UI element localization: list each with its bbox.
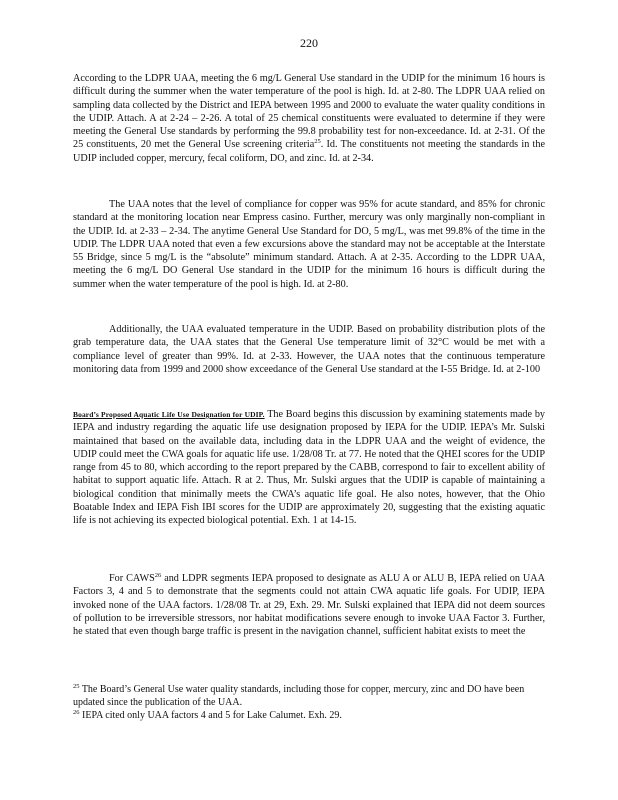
footnote-25-text: The Board’s General Use water quality standards, including those for copper, mercury, zinc and DO have been updated since the publication of the UAA.: [73, 684, 525, 708]
paragraph-2-text: The UAA notes that the level of compliance for copper was 95% for acute standard, and 85% for chronic standard at the monitoring location near Empress casino. Further, mercury was only marginally non-compliant in the UDIP. Id. at 2-33 – 2-34. The anytime General Use Standard for DO, 5 mg/L, was met 99.8% of the time in the UDIP. The LDPR UAA noted that even a few excursions above the standard may not be acceptable at the Interstate 55 Bridge, since 5 mg/L is the “absolute” minimum standard. Attach. A at 2-35. According to the LDPR UAA, meeting the 6 mg/L DO General Use standard in the UDIP for the minimum 16 hours is difficult during the summer when the water temperature of the pool is high. Id. at 2-80.: [73, 199, 545, 290]
footnote-ref-26: 26: [154, 572, 162, 579]
paragraph-4: [73, 408, 545, 528]
paragraph-5: [73, 572, 545, 638]
footnote-26: [73, 709, 545, 722]
paragraph-5-text-a: For CAWS: [109, 573, 155, 584]
paragraph-3-text: Additionally, the UAA evaluated temperature in the UDIP. Based on probability distribution plots of the grab temperature data, the UAA states that the General Use temperature limit of 32°C would be met with a compliance level of greater than 99%. Id. at 2-33. However, the UAA notes that the continuous temperature monitoring data from 1999 and 2000 show exceedance of the General Use standard at the I-55 Bridge. Id. at 2-100: [73, 324, 545, 375]
paragraph-3: [73, 323, 545, 376]
footnote-26-text: IEPA cited only UAA factors 4 and 5 for Lake Calumet. Exh. 29.: [79, 710, 342, 721]
paragraph-1-tail: . Id. The constituents not meeting the standards in the UDIP included copper, mercury, fecal coliform, DO, and zinc. Id. at 2-34.: [73, 139, 545, 164]
page-number: 220: [300, 36, 318, 50]
paragraph-5-text-b: and LDPR segments IEPA proposed to designate as ALU A or ALU B, IEPA relied on UAA Factors 3, 4 and 5 to demonstrate that the segments could not attain CWA aquatic life goals. For UDIP, IEPA invoked none of the UAA factors. 1/28/08 Tr. at 29, Exh. 29. Mr. Sulski explained that IEPA did not deem sources of pollution to be irreversible stressors, nor habitat modifications severe enough to invoke UAA Factor 3. Further, he stated that even though barge traffic is present in the navigation channel, sufficient habitat exists to meet the: [73, 573, 545, 638]
paragraph-2: [73, 198, 545, 291]
footnote-ref-25: 25: [314, 138, 321, 146]
footnote-mark-26: 26: [73, 709, 80, 716]
paragraph-1-text: According to the LDPR UAA, meeting the 6 mg/L General Use standard in the UDIP for the minimum 16 hours is difficult during the summer when the water temperature of the pool is high. Id. at 2-80. The LDPR UAA relied on sampling data collected by the District and IEPA between 1995 and 2000 to evaluate the water quality conditions in the UDIP. Attach. A at 2-24 – 2-26. A total of 25 chemical constituents were evaluated to determine if they were meeting the General Use standards by performing the 99.8 probability test for non-exceedance. Id. at 2-31. Of the 25 constituents, 20 met the General Use screening criteria: [73, 73, 545, 151]
paragraph-1: [73, 72, 545, 165]
section-heading: Board’s Proposed Aquatic Life Use Designation for UDIP.: [73, 410, 265, 419]
paragraph-4-text: The Board begins this discussion by examining statements made by IEPA and industry regarding the aquatic life use designation proposed by IEPA for the UDIP. IEPA’s Mr. Sulski maintained that based on the available data, including data in the LDPR UAA and the weight of evidence, the UDIP could meet the CWA goals for aquatic life use. 1/28/08 Tr. at 77. He noted that the QHEI scores for the UDIP range from 45 to 80, which according to the report prepared by the CABB, correspond to fair to excellent ability of habitat to support aquatic life. Attach. R at 2. Thus, Mr. Sulski argues that the UDIP is capable of maintaining a biological condition that minimally meets the CWA’s aquatic life goal. He also notes, however, that the Ohio Boatable Index and IEPA Fish IBI scores for the UDIP are approximately 20, suggesting that the existing aquatic life is not achieving its expected biological potential. Exh. 1 at 14-15.: [73, 409, 546, 527]
footnote-mark-25: 25: [73, 683, 80, 690]
footnotes: [73, 683, 545, 722]
footnote-25: [73, 683, 545, 709]
